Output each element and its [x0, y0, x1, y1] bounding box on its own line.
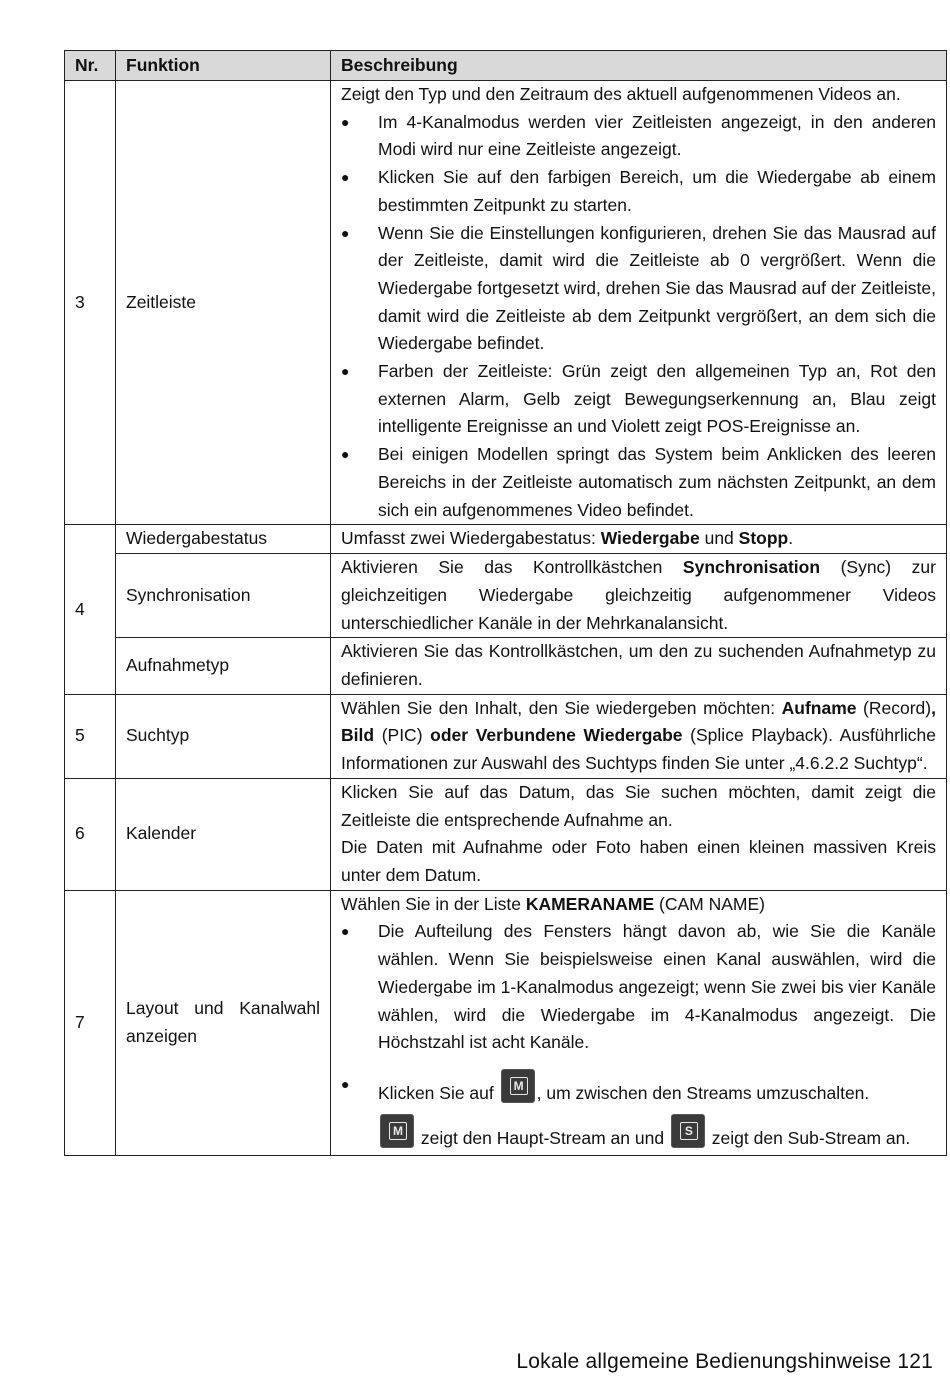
- sub-stream-button[interactable]: [671, 1114, 705, 1148]
- header-beschreibung: Beschreibung: [331, 51, 947, 81]
- text: Klicken Sie auf: [378, 1082, 499, 1103]
- table-row: [65, 554, 947, 638]
- table-row: [65, 638, 947, 694]
- table-row: [65, 778, 947, 890]
- table-header-row: [65, 51, 947, 81]
- bold-text: Synchronisation: [682, 557, 821, 578]
- list-item: [341, 1069, 936, 1155]
- header-nr: Nr.: [65, 51, 116, 81]
- paragraph: Die Daten mit Aufnahme oder Foto haben einen kleinen massiven Kreis unter dem Datum.: [341, 837, 936, 885]
- row-number: 4: [65, 525, 116, 695]
- row-function: Aufnahmetyp: [116, 638, 331, 694]
- main-stream-icon: M: [389, 1122, 407, 1140]
- text: .: [788, 528, 794, 549]
- description-intro: Zeigt den Typ und den Zeitraum des aktuell aufgenommenen Videos an.: [341, 84, 901, 104]
- bold-text: Stopp: [738, 528, 789, 549]
- main-stream-icon: M: [510, 1077, 528, 1095]
- text: Wählen Sie den Inhalt, den Sie wiedergeben möchten:: [341, 697, 782, 718]
- row-description: [331, 778, 947, 890]
- row-description: Aktivieren Sie das Kontrollkästchen, um den zu suchenden Aufnahmetyp zu definieren.: [331, 638, 947, 694]
- paragraph: Klicken Sie auf das Datum, das Sie suchen möchten, damit zeigt die Zeitleiste die entsprechende Aufnahme an.: [341, 781, 936, 830]
- bold-text: oder Verbundene Wiedergabe: [430, 725, 683, 746]
- text: , um zwischen den Streams umzuschalten.: [536, 1082, 870, 1103]
- text: Umfasst zwei Wiedergabestatus:: [341, 528, 601, 549]
- table-row: [65, 81, 947, 525]
- bold-text: , Bild: [341, 697, 936, 746]
- stream-toggle-button[interactable]: [501, 1069, 535, 1103]
- row-description: [331, 890, 947, 1155]
- row-description: [331, 525, 947, 554]
- main-stream-button[interactable]: [380, 1114, 414, 1148]
- row-number: 6: [65, 778, 116, 890]
- text: (CAM NAME): [654, 893, 765, 914]
- list-item: ● Klicken Sie auf den farbigen Bereich, um die Wiedergabe ab einem bestimmten Zeitpunkt zu starten.: [341, 164, 936, 219]
- bold-text: KAMERANAME: [525, 893, 655, 914]
- row-description: [331, 81, 947, 525]
- row-description: [331, 554, 947, 638]
- row-function: Suchtyp: [116, 694, 331, 778]
- row-description: [331, 694, 947, 778]
- row-number: 3: [65, 81, 116, 525]
- list-item: ● Farben der Zeitleiste: Grün zeigt den allgemeinen Typ an, Rot den externen Alarm, Gelb zeigt Bewegungserkennung an, Blau zeigt intelligente Ereignisse an und Violett zeigt POS-Ereignisse an.: [341, 358, 936, 441]
- text: Aktivieren Sie das Kontrollkästchen: [341, 557, 683, 578]
- table-row: [65, 890, 947, 1155]
- table-row: [65, 694, 947, 778]
- text: Wählen Sie in der Liste: [341, 893, 526, 914]
- text: (Sync) zur gleichzeitigen Wiedergabe gleichzeitig aufgenommener Videos unterschiedlicher Kanäle in der Mehrkanalansicht.: [341, 557, 936, 633]
- text: zeigt den Haupt-Stream an und: [416, 1127, 669, 1148]
- row-number: 7: [65, 890, 116, 1155]
- table-row: [65, 525, 947, 554]
- row-function: Wiedergabestatus: [116, 525, 331, 554]
- page-footer: Lokale allgemeine Bedienungshinweise 121: [516, 1350, 933, 1373]
- sub-stream-icon: S: [680, 1122, 698, 1140]
- bullet-list: [341, 918, 936, 1155]
- text: (Record): [856, 697, 932, 718]
- text: (Splice Playback). Ausführliche Informationen zur Auswahl des Suchtyps finden Sie unter „4.6.2.2 Suchtyp“.: [341, 725, 936, 774]
- bold-text: Wiedergabe: [600, 528, 700, 549]
- text: zeigt den Sub-Stream an.: [706, 1127, 911, 1148]
- row-function: Synchronisation: [116, 554, 331, 638]
- description-intro: [341, 891, 936, 919]
- bold-text: Aufname: [781, 697, 857, 718]
- list-item: ● Im 4-Kanalmodus werden vier Zeitleisten angezeigt, in den anderen Modi wird nur eine Zeitleiste angezeigt.: [341, 109, 936, 164]
- row-function: Zeitleiste: [116, 81, 331, 525]
- list-item: ● Bei einigen Modellen springt das System beim Anklicken des leeren Bereichs in der Zeitleiste automatisch zum nächsten Zeitpunkt, an dem sich ein aufgenommenes Video befindet.: [341, 441, 936, 524]
- bullet-list: [341, 109, 936, 525]
- row-number: 5: [65, 694, 116, 778]
- header-funktion: Funktion: [116, 51, 331, 81]
- text: und: [699, 528, 739, 549]
- text: (PIC): [374, 725, 431, 746]
- row-function: Kalender: [116, 778, 331, 890]
- row-function: Layout und Kanalwahl anzeigen: [116, 890, 331, 1155]
- description-table: [64, 50, 947, 1156]
- list-item: ● Wenn Sie die Einstellungen konfigurieren, drehen Sie das Mausrad auf der Zeitleiste, damit wird die Zeitleiste ab 0 vergrößert. Wenn die Wiedergabe fortgesetzt wird, drehen Sie das Mausrad auf der Zeitleiste, damit wird die Zeitleiste ab dem Zeitpunkt vergrößert, an dem sich die Wiedergabe befindet.: [341, 220, 936, 359]
- list-item: ● Die Aufteilung des Fensters hängt davon ab, wie Sie die Kanäle wählen. Wenn Sie beispielsweise einen Kanal auswählen, wird die Wiedergabe im 1-Kanalmodus angezeigt; wenn Sie zwei bis vier Kanäle wählen, wird die Wiedergabe im 4-Kanalmodus angezeigt. Die Höchstzahl ist acht Kanäle.: [341, 918, 936, 1057]
